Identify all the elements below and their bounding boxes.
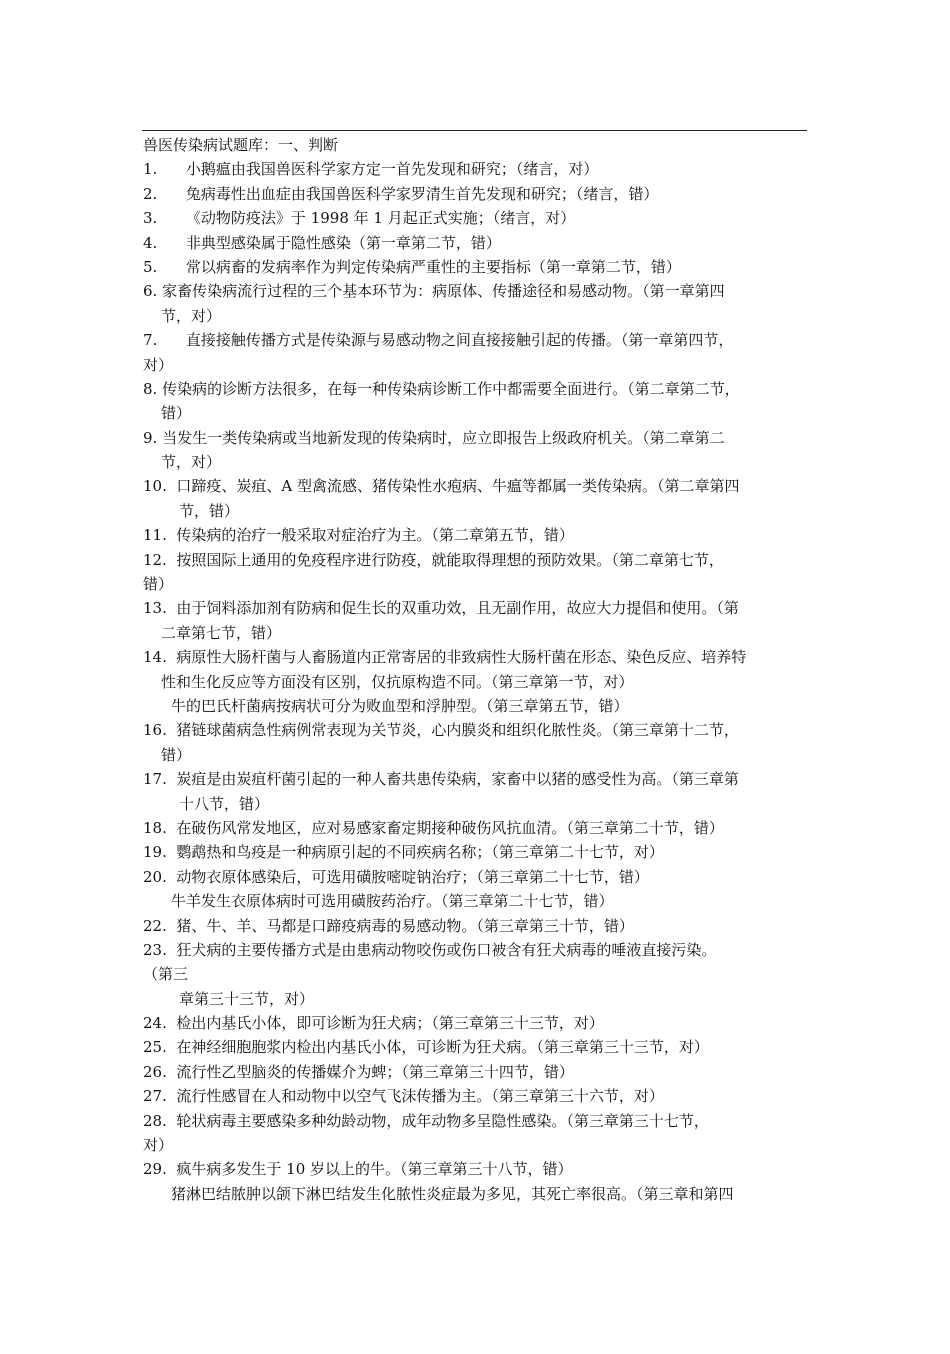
line-text: 19. 鹦鹉热和鸟疫是一种病原引起的不同疾病名称；（第三章第二十七节，对）: [143, 843, 664, 862]
document-line: [143, 426, 807, 450]
document-line: [143, 670, 807, 694]
document-line: [143, 523, 807, 547]
line-text: 7. 直接接触传播方式是传染源与易感动物之间直接接触引起的传播。（第一章第四节，: [143, 331, 734, 350]
line-text: 9. 当发生一类传染病或当地新发现的传染病时，应立即报告上级政府机关。（第二章第二: [143, 428, 725, 447]
document-line: [143, 548, 807, 572]
line-text: 兽医传染病试题库：一、判断: [143, 136, 339, 154]
question-list: [143, 133, 807, 1206]
line-text: 错）: [161, 404, 192, 423]
line-text: 性和生化反应等方面没有区别，仅抗原构造不同。（第三章第一节，对）: [161, 672, 634, 691]
document-line: [143, 377, 807, 401]
document-line: [143, 840, 807, 864]
document-line: [143, 718, 807, 742]
document-line: [143, 767, 807, 791]
line-text: 20. 动物衣原体感染后，可选用磺胺嘧啶钠治疗；（第三章第二十七节，错）: [143, 867, 649, 886]
line-text: （第三: [143, 965, 189, 984]
document-line: [143, 914, 807, 938]
document-line: [143, 1011, 807, 1035]
line-text: 错）: [161, 745, 192, 764]
line-text: 22. 猪、牛、羊、马都是口蹄疫病毒的易感动物。（第三章第三十节，错）: [143, 916, 634, 935]
line-text: 29. 疯牛病多发生于 10 岁以上的牛。（第三章第三十八节，错）: [143, 1160, 573, 1179]
line-text: 14. 病原性大肠杆菌与人畜肠道内正常寄居的非致病性大肠杆菌在形态、染色反应、培养特: [143, 648, 747, 667]
line-text: 17. 炭疽是由炭疽杆菌引起的一种人畜共患传染病，家畜中以猪的感受性为高。（第三章第: [143, 770, 739, 789]
document-line: [143, 596, 807, 620]
document-line: [143, 743, 807, 767]
document-line: [143, 255, 807, 279]
document-line: [143, 328, 807, 352]
line-text: 4. 非典型感染属于隐性感染（第一章第二节，错）: [143, 233, 501, 252]
line-text: 10. 口蹄疫、炭疽、A 型禽流感、猪传染性水疱病、牛瘟等都属一类传染病。（第二章第四: [143, 477, 740, 496]
line-text: 6. 家畜传染病流行过程的三个基本环节为：病原体、传播途径和易感动物。（第一章第四: [143, 282, 725, 301]
header-rule: [142, 130, 807, 131]
document-line: [143, 621, 807, 645]
document-line: [143, 694, 807, 718]
document-line: [143, 645, 807, 669]
document-line: [143, 401, 807, 425]
document-line: [143, 962, 807, 986]
document-line: [143, 133, 807, 157]
document-line: [143, 889, 807, 913]
document-line: [143, 1060, 807, 1084]
document-line: [143, 938, 807, 962]
line-text: 错）: [143, 575, 174, 594]
document-line: [143, 1157, 807, 1181]
document-line: [143, 572, 807, 596]
line-text: 节，对）: [161, 453, 222, 472]
line-text: 二章第七节，错）: [161, 623, 282, 642]
line-text: 12. 按照国际上通用的免疫程序进行防疫，就能取得理想的预防效果。（第二章第七节，: [143, 550, 724, 569]
document-line: [143, 353, 807, 377]
line-text: 牛的巴氏杆菌病按病状可分为败血型和浮肿型。（第三章第五节，错）: [171, 696, 629, 715]
document-line: [143, 231, 807, 255]
document-line: [143, 1133, 807, 1157]
line-text: 对）: [143, 1136, 174, 1155]
line-text: 28. 轮状病毒主要感染多种幼龄动物，成年动物多呈隐性感染。（第三章第三十七节，: [143, 1111, 709, 1130]
line-text: 节，错）: [179, 501, 240, 520]
line-text: 13. 由于饲料添加剂有防病和促生长的双重功效，且无副作用，故应大力提倡和使用。（第: [143, 599, 739, 618]
document-line: [143, 1035, 807, 1059]
line-text: 5. 常以病畜的发病率作为判定传染病严重性的主要指标（第一章第二节，错）: [143, 257, 681, 276]
document-line: [143, 304, 807, 328]
line-text: 18. 在破伤风常发地区，应对易感家畜定期接种破伤风抗血清。（第三章第二十节，错）: [143, 818, 724, 837]
line-text: 23. 狂犬病的主要传播方式是由患病动物咬伤或伤口被含有狂犬病毒的唾液直接污染。: [143, 940, 717, 959]
line-text: 十八节，错）: [179, 794, 270, 813]
document-line: [143, 279, 807, 303]
line-text: 1. 小鹅瘟由我国兽医科学家方定一首先发现和研究；（绪言，对）: [143, 160, 599, 179]
line-text: 节，对）: [161, 306, 222, 325]
document-line: [143, 450, 807, 474]
line-text: 猪淋巴结脓肿以颌下淋巴结发生化脓性炎症最为多见，其死亡率很高。（第三章和第四: [171, 1184, 734, 1203]
document-line: [143, 792, 807, 816]
line-text: 24. 检出内基氏小体，即可诊断为狂犬病；（第三章第三十三节，对）: [143, 1014, 604, 1033]
line-text: 对）: [143, 355, 174, 374]
document-line: [143, 182, 807, 206]
document-line: [143, 865, 807, 889]
document-line: [143, 157, 807, 181]
document-line: [143, 1109, 807, 1133]
line-text: 16. 猪链球菌病急性病例常表现为关节炎，心内膜炎和组织化脓性炎。（第三章第十二节，: [143, 721, 739, 740]
line-text: 牛羊发生衣原体病时可选用磺胺药治疗。（第三章第二十七节，错）: [171, 892, 614, 911]
line-text: 3. 《动物防疫法》于 1998 年 1 月起正式实施；（绪言，对）: [143, 209, 576, 228]
line-text: 章第三十三节，对）: [179, 989, 315, 1008]
document-line: [143, 816, 807, 840]
line-text: 2. 兔病毒性出血症由我国兽医科学家罗清生首先发现和研究；（绪言，错）: [143, 184, 659, 203]
line-text: 27. 流行性感冒在人和动物中以空气飞沫传播为主。（第三章第三十六节，对）: [143, 1087, 664, 1106]
document-line: [143, 1084, 807, 1108]
document-line: [143, 1182, 807, 1206]
document-line: [143, 206, 807, 230]
line-text: 26. 流行性乙型脑炎的传播媒介为蜱；（第三章第三十四节，错）: [143, 1062, 574, 1081]
document-line: [143, 987, 807, 1011]
line-text: 11. 传染病的治疗一般采取对症治疗为主。（第二章第五节，错）: [143, 526, 574, 545]
line-text: 25. 在神经细胞胞浆内检出内基氏小体，可诊断为狂犬病。（第三章第三十三节，对）: [143, 1038, 709, 1057]
document-line: [143, 474, 807, 498]
line-text: 8. 传染病的诊断方法很多，在每一种传染病诊断工作中都需要全面进行。（第二章第二节，: [143, 379, 740, 398]
document-line: [143, 499, 807, 523]
